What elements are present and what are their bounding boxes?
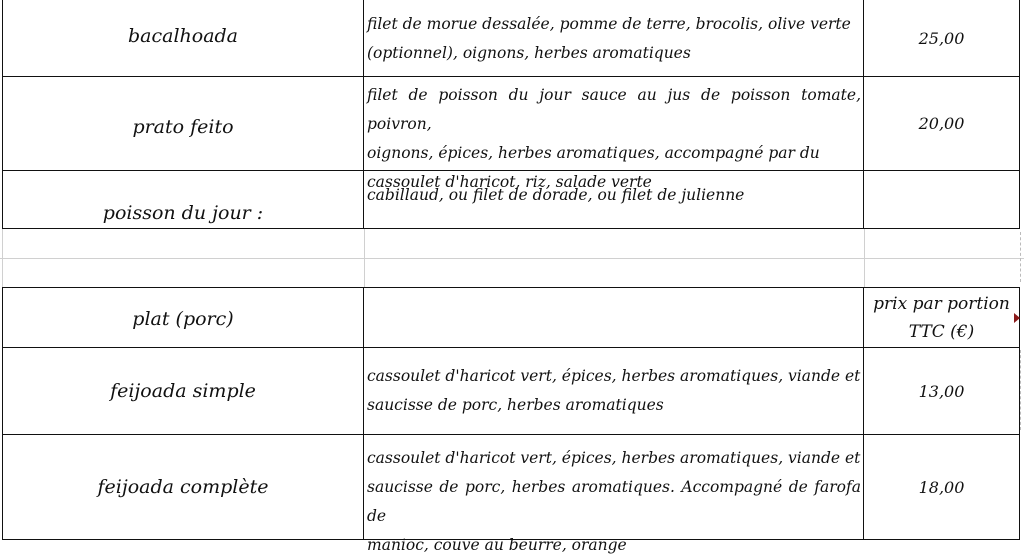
dish-price-cell[interactable] <box>864 171 1020 228</box>
dish-name: prato feito <box>132 115 234 138</box>
dish-name: poisson du jour : <box>102 201 264 224</box>
dish-name: feijoada complète <box>97 476 269 498</box>
dish-description-cell[interactable] <box>364 348 864 434</box>
dish-price: 13,00 <box>918 381 965 401</box>
dish-name-cell[interactable] <box>2 435 364 539</box>
price-header-cell[interactable] <box>864 288 1020 347</box>
description-line: saucisse de porc, herbes aromatiques. Accompagné de farofa de <box>367 478 861 525</box>
section-description-cell[interactable] <box>364 288 864 347</box>
description-line: (optionnel), oignons, herbes aromatiques <box>367 44 691 62</box>
price-header-line: prix par portion <box>873 294 1010 314</box>
menu-row-prato-feito[interactable] <box>0 77 1024 191</box>
row-divider <box>2 539 1020 540</box>
dish-price-cell[interactable] <box>864 77 1020 170</box>
menu-row-poisson-du-jour[interactable] <box>0 171 1024 228</box>
menu-row-feijoada-simple[interactable] <box>0 348 1024 434</box>
description-line: oignons, épices, herbes aromatiques, accompagné par du <box>367 144 820 162</box>
description-line: saucisse de porc, herbes aromatiques <box>367 396 664 414</box>
dish-name-cell[interactable] <box>2 171 364 228</box>
menu-row-bacalhoada[interactable] <box>0 0 1024 76</box>
dish-name-cell[interactable] <box>2 348 364 434</box>
description-line: filet de morue dessalée, pomme de terre, brocolis, olive verte <box>367 15 851 33</box>
dish-price-cell[interactable] <box>864 0 1020 76</box>
dish-description-cell[interactable] <box>364 77 864 191</box>
description-line: filet de poisson du jour sauce au jus de poisson tomate, poivron, <box>367 86 861 133</box>
description-line: cabillaud, ou filet de dorade, ou filet de julienne <box>367 186 745 204</box>
page-break-marker <box>1020 350 1021 430</box>
gridline <box>0 258 1024 259</box>
comment-indicator-icon[interactable] <box>1014 313 1020 323</box>
menu-row-feijoada-complete[interactable] <box>0 435 1024 554</box>
page-break-marker <box>1020 232 1021 282</box>
description-line: cassoulet d'haricot vert, épices, herbes aromatiques, viande et <box>367 367 861 385</box>
dish-name-cell[interactable] <box>2 0 364 76</box>
dish-description-cell[interactable] <box>364 171 864 228</box>
dish-name: bacalhoada <box>127 25 239 47</box>
section-title-cell[interactable] <box>2 288 364 347</box>
description-line: cassoulet d'haricot vert, épices, herbes aromatiques, viande et <box>367 449 861 467</box>
price-header-line: TTC (€) <box>908 322 975 342</box>
section-header-row[interactable] <box>0 288 1024 347</box>
dish-price: 25,00 <box>918 28 965 48</box>
description-line: cassoulet d'haricot, riz, salade verte <box>367 173 652 191</box>
dish-description-cell[interactable] <box>364 0 864 76</box>
section-title: plat (porc) <box>132 307 234 330</box>
dish-name: feijoada simple <box>110 380 256 402</box>
dish-price-cell[interactable] <box>864 435 1020 539</box>
dish-description-cell[interactable] <box>364 435 864 554</box>
dish-price: 18,00 <box>918 477 965 497</box>
dish-name-cell[interactable] <box>2 77 364 170</box>
description-line: manioc, couve au beurre, orange <box>367 536 627 554</box>
dish-price-cell[interactable] <box>864 348 1020 434</box>
dish-price: 20,00 <box>918 114 965 133</box>
